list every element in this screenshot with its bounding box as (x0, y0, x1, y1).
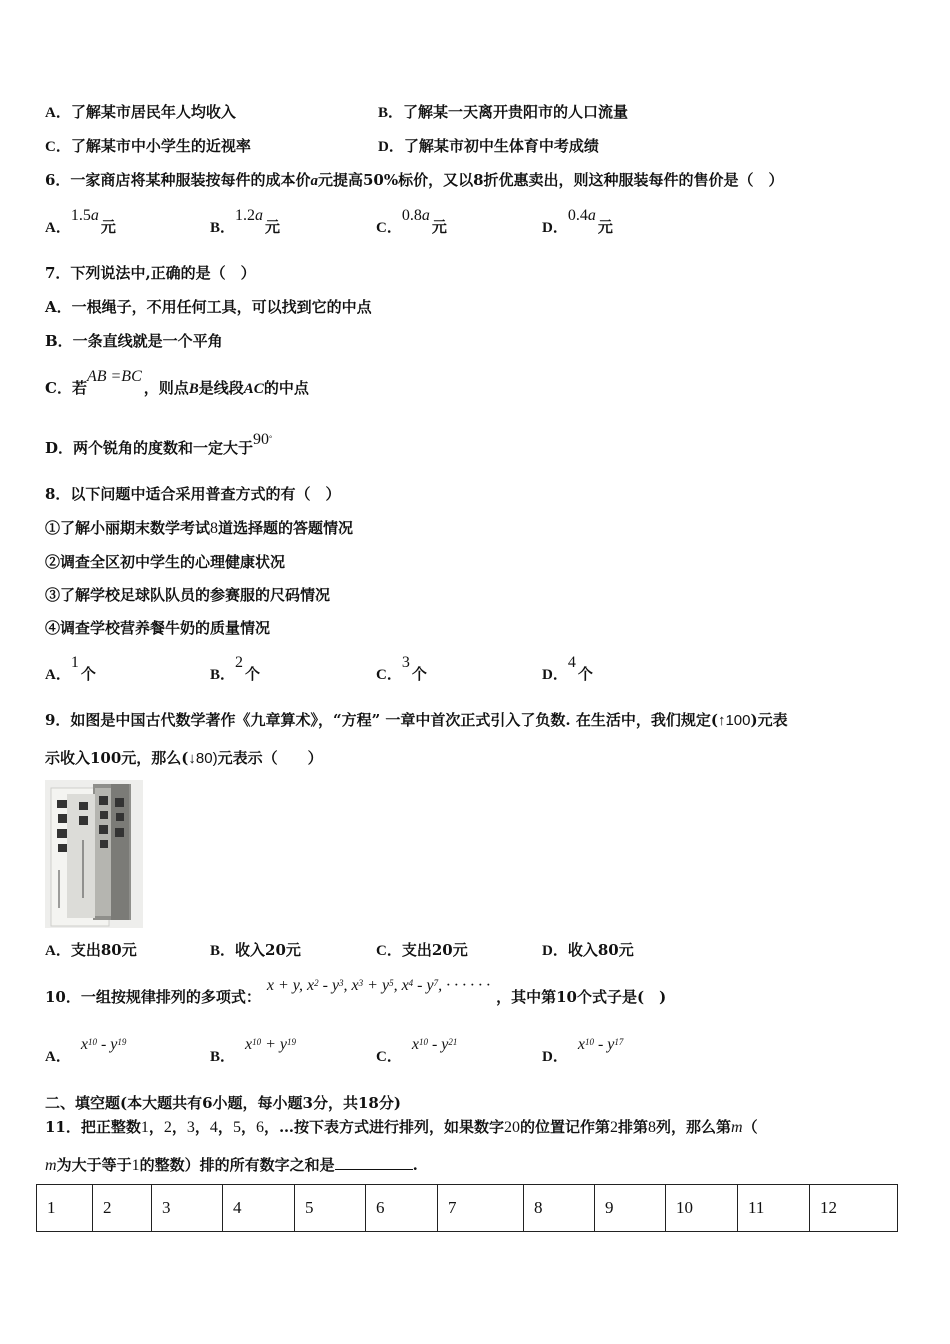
q9-value: ↓80) (188, 750, 218, 767)
option-label: A． (45, 1049, 71, 1065)
table-cell: 3 (152, 1185, 223, 1232)
q9-option-c (376, 940, 468, 961)
q5-option-a (45, 102, 236, 123)
option-label: A． (45, 105, 71, 121)
q7-option-d (45, 431, 274, 459)
q8-stem: 8．以下问题中适合采用普查方式的有（ ） (45, 485, 341, 503)
term-y: y (110, 1036, 118, 1053)
option-coef: 1.2 (235, 207, 256, 224)
q9-value: ↑100 (717, 712, 751, 729)
q8-option-d (542, 654, 593, 685)
option-label: B． (210, 943, 236, 959)
option-var: a (421, 207, 430, 224)
q11-sep: ， (171, 1118, 187, 1136)
term-x: x (245, 1036, 253, 1053)
q5-option-c (45, 136, 251, 157)
q10-stem (45, 977, 667, 1008)
q11-number: 5 (232, 1119, 241, 1136)
q7-c-point: B (188, 381, 199, 397)
option-label: D． (542, 1049, 568, 1065)
option-number: 3 (401, 654, 410, 671)
q11-text: 列，那么第 (656, 1118, 732, 1136)
option-coef: 0.8 (401, 207, 422, 224)
option-text: 了解某市中小学生的近视率 (70, 137, 251, 155)
q11-text: 的位置记作第 (519, 1118, 610, 1136)
q9-option-d (542, 940, 634, 961)
q11-text: . (412, 1156, 418, 1174)
option-label: B． (210, 667, 236, 683)
term-op: - (96, 1036, 111, 1053)
option-text: 收入80元 (567, 941, 634, 959)
table-cell: 5 (295, 1185, 366, 1232)
q10-sequence (267, 977, 490, 994)
term-exp: 10 (418, 1037, 428, 1047)
q8-item-number: 8 (210, 520, 219, 537)
table-cell: 12 (810, 1185, 898, 1232)
option-var: a (587, 207, 596, 224)
term-exp: 21 (448, 1037, 458, 1047)
option-label: C． (376, 943, 402, 959)
term-op: - (427, 1036, 442, 1053)
option-unit: 元 (597, 218, 613, 236)
q11-number: 1 (131, 1157, 140, 1174)
q11-text: （ (742, 1118, 758, 1136)
q11-number: 2 (163, 1119, 172, 1136)
q7-c-text: 的中点 (263, 379, 309, 397)
seq-exp: 4 (408, 978, 414, 988)
option-text: 收入20元 (235, 941, 301, 959)
seq-part: x + y, x (266, 977, 315, 994)
q7-c-label: C．若 (45, 379, 87, 397)
q11-text: 按下表方式进行排列，如果数字 (293, 1118, 504, 1136)
q11-number: 2 (610, 1119, 618, 1136)
option-number: 2 (235, 654, 244, 671)
q6-variable: a (310, 173, 318, 189)
q10-text: ，其中第10个式子是( ) (496, 988, 667, 1006)
term-exp: 19 (287, 1037, 297, 1047)
term-x: x (411, 1036, 419, 1053)
q8-item-2: ②调查全区初中学生的心理健康状况 (45, 553, 286, 571)
option-label: B． (378, 105, 404, 121)
seq-exp: 3 (358, 978, 364, 988)
option-label: C． (376, 667, 402, 683)
option-label: D． (542, 220, 568, 236)
q11-sep: ， (217, 1118, 233, 1136)
seq-part: , x (393, 977, 409, 994)
q6-stem-part: 元提高50%标价，又以8折优惠卖出，则这种服装每件的售价是（ ） (317, 171, 784, 189)
option-number: 4 (567, 654, 576, 671)
option-label: A． (45, 667, 71, 683)
q5-option-d (378, 136, 599, 157)
term-exp: 19 (117, 1037, 127, 1047)
seq-exp: 3 (339, 978, 344, 988)
q6-option-d (542, 207, 613, 238)
q11-text: 排第 (618, 1118, 649, 1136)
q8-item-text: 道选择题的答题情况 (218, 519, 354, 537)
q9-option-b (210, 940, 301, 961)
q6-option-a (45, 207, 116, 238)
option-unit: 个 (245, 665, 261, 683)
seq-part: , x (343, 977, 359, 994)
q7-d-value: 90 (253, 431, 270, 448)
q11-number: 6 (255, 1119, 264, 1136)
seq-exp: 7 (433, 978, 439, 988)
q7-option-b: B．一条直线就是一个平角 (45, 332, 223, 350)
q7-option-a: A．一根绳子，不用任何工具，可以找到它的中点 (45, 298, 372, 316)
answer-blank[interactable] (335, 1157, 413, 1170)
q8-item-3: ③了解学校足球队队员的参赛服的尺码情况 (45, 586, 331, 604)
option-label: D． (542, 943, 568, 959)
option-label: B． (210, 220, 236, 236)
option-unit: 个 (80, 665, 96, 683)
q9-stem-line1 (45, 710, 788, 731)
table-cell: 1 (37, 1185, 93, 1232)
q10-text: 10．一组按规律排列的多项式： (45, 988, 261, 1006)
table-cell: 7 (438, 1185, 524, 1232)
table-cell: 6 (366, 1185, 438, 1232)
option-text: 了解某一天离开贵阳市的人口流量 (403, 103, 629, 121)
option-label: D． (542, 667, 568, 683)
q11-dots: ，… (263, 1118, 294, 1136)
q11-text: 为大于等于 (56, 1156, 132, 1174)
option-number: 1 (70, 654, 79, 671)
number-table (36, 1184, 898, 1232)
option-unit: 元 (265, 218, 281, 236)
option-unit: 个 (577, 665, 593, 683)
q6-stem (45, 170, 784, 191)
q11-sep: ， (194, 1118, 210, 1136)
q9-stem-line2 (45, 748, 323, 769)
q7-c-segment: AC (243, 381, 264, 397)
q11-text: 11．把正整数 (45, 1118, 141, 1136)
option-label: C． (376, 1049, 402, 1065)
option-label: A． (45, 943, 71, 959)
q11-line1 (45, 1117, 758, 1138)
seq-part: + y (363, 977, 390, 994)
q7-stem: 7．下列说法中,正确的是（ ） (45, 264, 256, 282)
option-var: a (255, 207, 264, 224)
q11-number: 20 (503, 1119, 520, 1136)
q10-option-a (45, 1036, 128, 1067)
term-y: y (279, 1036, 288, 1053)
q9-text: 示收入100元，那么( (45, 749, 189, 767)
q8-item-4: ④调查学校营养餐牛奶的质量情况 (45, 619, 271, 637)
q8-option-c (376, 654, 427, 685)
q7-c-equation: AB =BC (86, 368, 142, 385)
q7-option-c (45, 368, 309, 399)
option-unit: 元 (100, 218, 116, 236)
book-photo (45, 780, 143, 928)
term-exp: 10 (87, 1037, 97, 1047)
term-op: - (593, 1036, 608, 1053)
q10-option-b (210, 1036, 298, 1067)
seq-part: - y (413, 977, 434, 994)
q5-option-b (378, 102, 628, 123)
q8-item-text: ①了解小丽期末数学考试 (45, 519, 211, 537)
table-cell: 10 (666, 1185, 738, 1232)
term-x: x (80, 1036, 88, 1053)
option-label: D． (378, 139, 404, 155)
q10-option-c (376, 1036, 459, 1067)
table-cell: 9 (595, 1185, 666, 1232)
term-exp: 10 (584, 1037, 594, 1047)
q9-text: 9．如图是中国古代数学著作《九章算术》，“方程” 一章中首次正式引入了负数. 在生活中，我们规定( (45, 711, 718, 729)
option-unit: 个 (411, 665, 427, 683)
option-coef: 0.4 (567, 207, 588, 224)
q11-number: 3 (186, 1119, 195, 1136)
term-x: x (577, 1036, 585, 1053)
option-text: 了解某市初中生体育中考成绩 (403, 137, 599, 155)
seq-exp: 5 (389, 978, 394, 988)
q11-variable: m (45, 1157, 57, 1174)
option-text: 支出20元 (401, 941, 468, 959)
q11-text: 的整数）排的所有数字之和是 (139, 1156, 335, 1174)
q9-option-a (45, 940, 137, 961)
q11-number: 1 (140, 1119, 149, 1136)
q9-text: )元表 (750, 711, 788, 729)
q7-d-text: D．两个锐角的度数和一定大于 (45, 439, 254, 457)
option-unit: 元 (431, 218, 447, 236)
q7-c-text: 是线段 (198, 379, 244, 397)
table-cell: 11 (738, 1185, 810, 1232)
seq-exp: 2 (314, 978, 319, 988)
q11-sep: ， (148, 1118, 164, 1136)
option-label: A． (45, 220, 71, 236)
option-coef: 1.5 (70, 207, 91, 224)
term-exp: 17 (614, 1037, 624, 1047)
q6-stem-part: 6．一家商店将某种服装按每件的成本价 (45, 171, 311, 189)
term-y: y (441, 1036, 449, 1053)
q7-c-text: ，则点 (143, 379, 189, 397)
option-label: B． (210, 1049, 236, 1065)
table-cell: 8 (524, 1185, 595, 1232)
q11-number: 4 (209, 1119, 218, 1136)
q8-item-1 (45, 518, 353, 539)
q8-option-a (45, 654, 96, 685)
table-row (37, 1185, 898, 1232)
seq-part: - y (318, 977, 340, 994)
seq-part: , · · · · · · (438, 977, 491, 994)
q11-number: 8 (648, 1119, 657, 1136)
q6-option-c (376, 207, 447, 238)
option-text: 了解某市居民年人均收入 (70, 103, 236, 121)
degree-symbol: ° (269, 434, 273, 443)
section-heading: 二、填空题(本大题共有6小题，每小题3分，共18分) (45, 1094, 401, 1112)
q8-option-b (210, 654, 261, 685)
q6-option-b (210, 207, 281, 238)
option-var: a (90, 207, 99, 224)
q11-variable: m (731, 1119, 743, 1136)
term-y: y (607, 1036, 615, 1053)
table-cell: 2 (93, 1185, 152, 1232)
q11-sep: ， (240, 1118, 256, 1136)
term-op: + (261, 1036, 280, 1053)
option-text: 支出80元 (70, 941, 137, 959)
q11-line2 (45, 1155, 418, 1176)
table-cell: 4 (223, 1185, 295, 1232)
q10-option-d (542, 1036, 625, 1067)
q9-text: 元表示（ ） (217, 749, 323, 767)
option-label: C． (376, 220, 402, 236)
term-exp: 10 (252, 1037, 262, 1047)
option-label: C． (45, 139, 71, 155)
